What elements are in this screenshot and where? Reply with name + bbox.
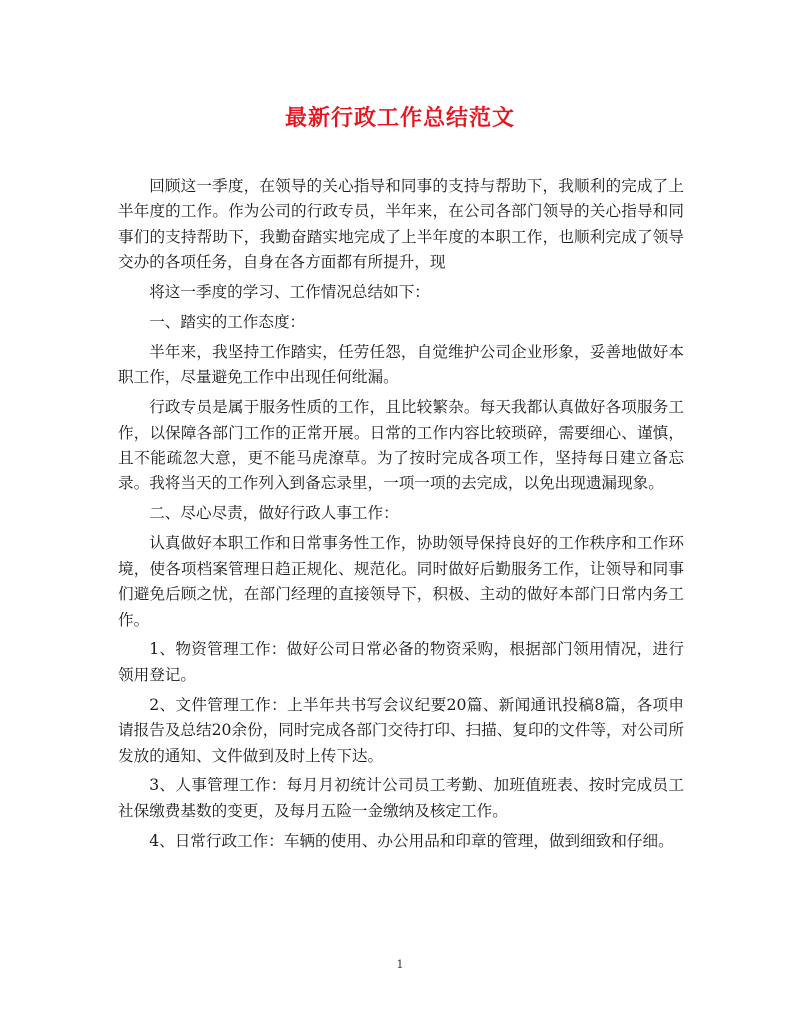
heading-admin-hr-work: 二、尽心尽责，做好行政人事工作： <box>149 504 399 523</box>
paragraph-review: 回顾这一季度，在领导的关心指导和同事的支持与帮助下，我顺利的完成了上半年度的工作。作为公司的行政专员，半年来，在公司各部门领导的关心指导和同事们的支持帮助下，我勤奋踏实地完成了上半年度的本职工作，也顺利完成了领导交办的各项任务，自身在各方面都有所提升，现 <box>118 177 684 272</box>
paragraph-daily-duties: 认真做好本职工作和日常事务性工作，协助领导保持良好的工作秩序和工作环境，使各项档案管理日趋正规化、规范化。同时做好后勤服务工作，让领导和同事们避免后顾之忧，在部门经理的直接领导下，积极、主动的做好本部门日常内务工作。 <box>118 534 684 629</box>
list-item-daily-admin: 4、日常行政工作：车辆的使用、办公用品和印章的管理，做到细致和仔细。 <box>149 831 674 850</box>
list-item-materials: 1、物资管理工作：做好公司日常必备的物资采购，根据部门领用情况，进行领用登记。 <box>118 640 684 684</box>
document-title: 最新行政工作总结范文 <box>284 106 515 131</box>
heading-work-attitude: 一、踏实的工作态度： <box>149 313 306 332</box>
paragraph-half-year: 半年来，我坚持工作踏实，任劳任怨，自觉维护公司企业形象，妥善地做好本职工作，尽量避免工作中出现任何纰漏。 <box>118 342 684 387</box>
paragraph-summary-intro: 将这一季度的学习、工作情况总结如下： <box>149 283 430 302</box>
list-item-personnel: 3、人事管理工作：每月月初统计公司员工考勤、加班值班表、按时完成员工社保缴费基数的变更，及每月五险一金缴纳及核定工作。 <box>118 776 684 820</box>
paragraph-admin-role: 行政专员是属于服务性质的工作，且比较繁杂。每天我都认真做好各项服务工作，以保障各部门工作的正常开展。日常的工作内容比较琐碎，需要细心、谨慎，且不能疏忽大意，更不能马虎潦草。为了按时完成各项工作，坚持每日建立备忘录。我将当天的工作列入到备忘录里，一项一项的去完成，以免出现遗漏现象。 <box>118 398 684 493</box>
page-number: 1 <box>396 958 404 971</box>
list-item-documents: 2、文件管理工作：上半年共书写会议纪要20篇、新闻通讯投稿8篇，各项申请报告及总结20余份，同时完成各部门交待打印、扫描、复印的文件等，对公司所发放的通知、文件做到及时上传下达。 <box>118 695 684 765</box>
document-body <box>118 174 684 859</box>
